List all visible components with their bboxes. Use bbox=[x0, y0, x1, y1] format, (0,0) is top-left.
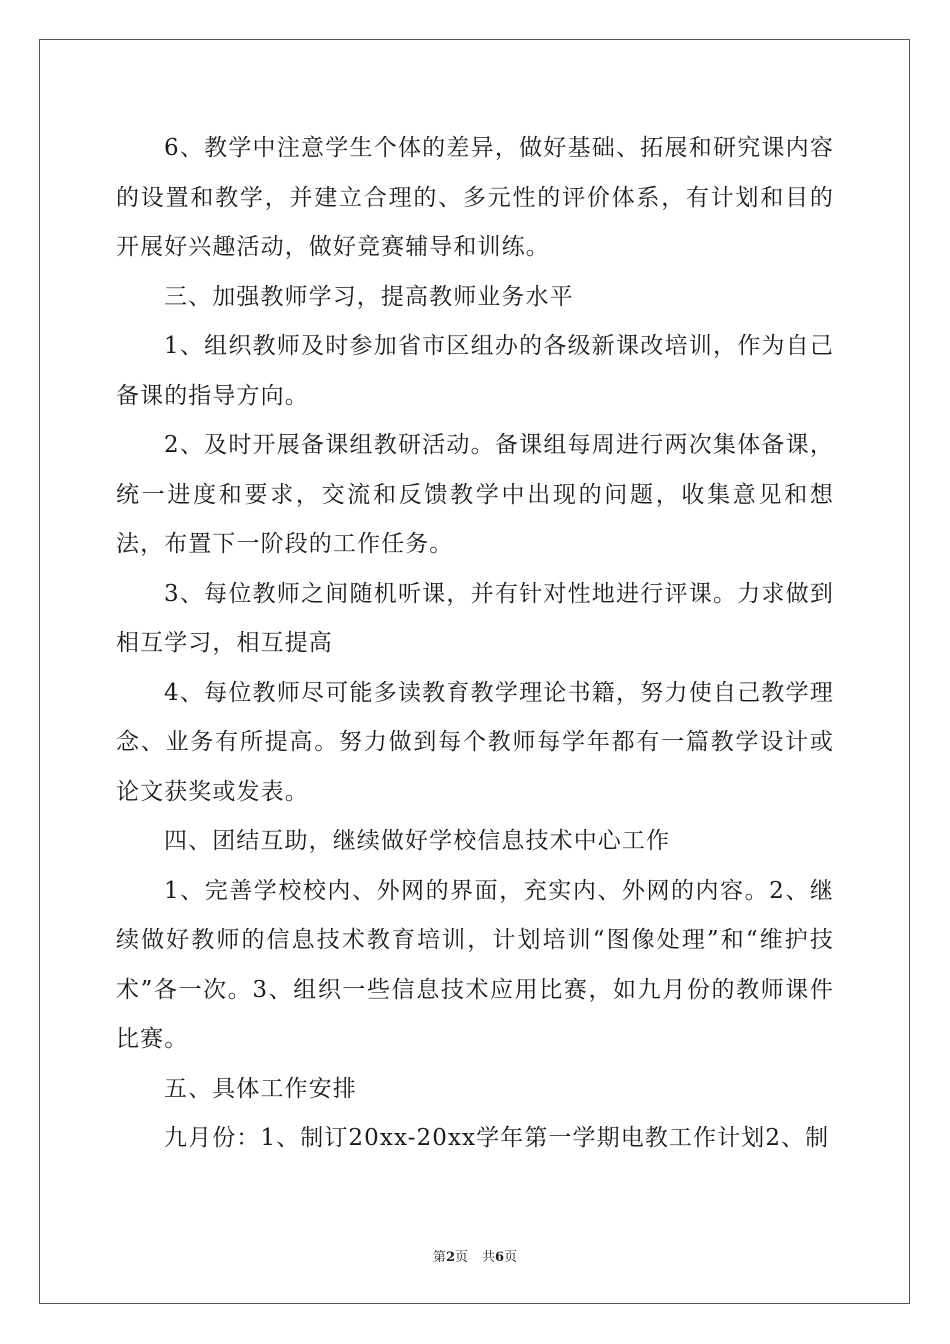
total-prefix: 共 bbox=[482, 1250, 496, 1265]
paragraph-item-4: 4、每位教师尽可能多读教育教学理论书籍，努力使自己教学理念、业务有所提高。努力做到每个教师每学年都有一篇教学设计或论文获奖或发表。 bbox=[116, 679, 834, 805]
total-suffix: 页 bbox=[504, 1250, 518, 1265]
page-suffix: 页 bbox=[454, 1250, 468, 1265]
paragraph-september: 九月份：1、制订20xx-20xx学年第一学期电教工作计划2、制 bbox=[164, 1125, 830, 1151]
document-body bbox=[116, 124, 834, 1164]
page-prefix: 第 bbox=[432, 1250, 446, 1265]
paragraph-item-1: 1、组织教师及时参加省市区组办的各级新课改培训，作为自己备课的指导方向。 bbox=[116, 333, 834, 409]
paragraph-item-3: 3、每位教师之间随机听课，并有针对性地进行评课。力求做到相互学习，相互提高 bbox=[116, 580, 834, 656]
paragraph-item-6: 6、教学中注意学生个体的差异，做好基础、拓展和研究课内容的设置和教学，并建立合理的、多元性的评价体系，有计划和目的开展好兴趣活动，做好竞赛辅导和训练。 bbox=[116, 135, 834, 260]
current-page-number: 2 bbox=[445, 1250, 455, 1265]
paragraph-item-2: 2、及时开展备课组教研活动。备课组每周进行两次集体备课，统一进度和要求，交流和反馈教学中出现的问题，收集意见和想法，布置下一阶段的工作任务。 bbox=[116, 432, 834, 557]
section-heading-3: 三、加强教师学习，提高教师业务水平 bbox=[164, 283, 574, 310]
total-page-count: 6 bbox=[495, 1250, 505, 1265]
section-heading-5: 五、具体工作安排 bbox=[164, 1075, 357, 1102]
paragraph-info-tech: 1、完善学校校内、外网的界面，充实内、外网的内容。2、继续做好教师的信息技术教育培训，计划培训“图像处理”和“维护技术”各一次。3、组织一些信息技术应用比赛，如九月份的教师课件比赛。 bbox=[116, 877, 834, 1052]
page-footer bbox=[0, 1246, 950, 1265]
section-heading-4: 四、团结互助，继续做好学校信息技术中心工作 bbox=[164, 828, 671, 854]
